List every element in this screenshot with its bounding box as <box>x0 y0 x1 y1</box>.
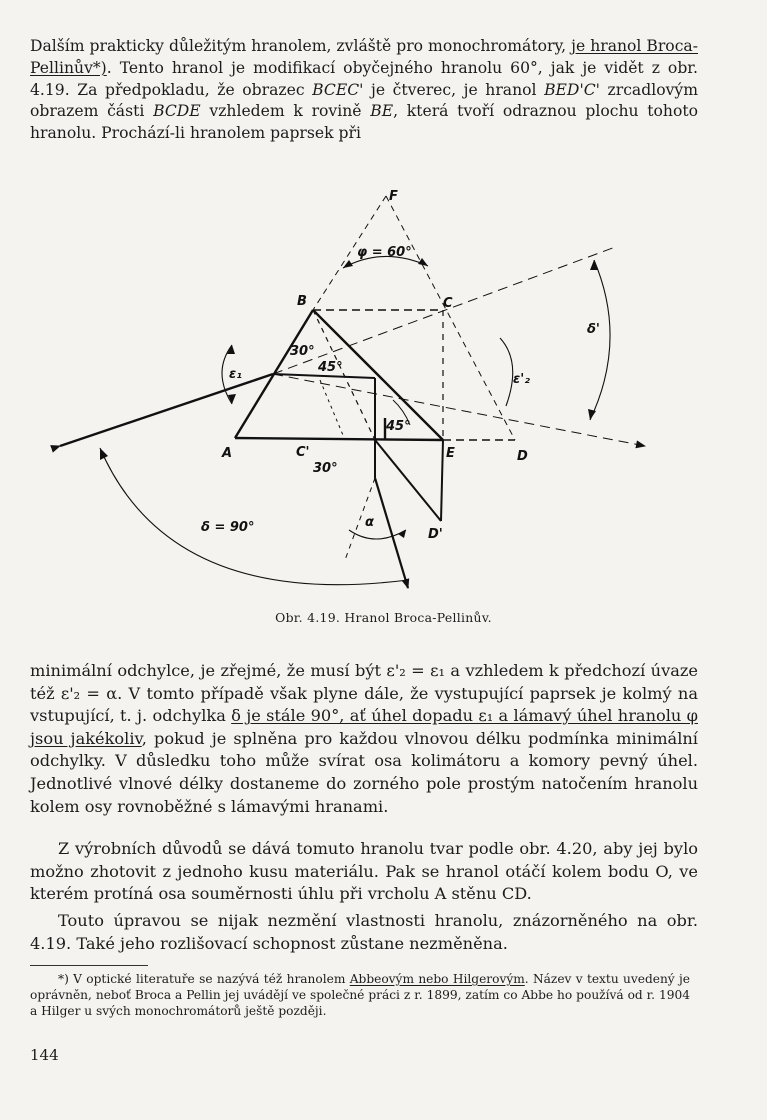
label-delta-prime: δ' <box>587 322 600 337</box>
page-number: 144 <box>30 1046 59 1064</box>
label-phi: φ = 60° <box>357 245 412 260</box>
label-Dprime: D' <box>428 527 443 542</box>
prism-figure <box>0 180 767 605</box>
prism-face-BE <box>313 310 443 440</box>
underlined-statement: δ je stále 90°, ať úhel dopadu ε₁ a lámavý úhel hranolu φ jsou jakékoliv <box>30 706 698 748</box>
underlined-prism-name: je hranol Broca-Pellinův*) <box>30 37 698 77</box>
paragraph-2: minimální odchylce, je zřejmé, že musí být ε'₂ = ε₁ a vzhledem k předchozí úvaze též ε'₂ = α. V tomto případě však plyne dále, že vystupující paprsek je kolmý na vstupující, t. j. odchylka δ je stále 90°, ať úhel dopadu ε₁ a lámavý úhel hranolu φ jsou jakékoliv, pokud je splněna pro každou vlnovou délku podmínka minimální odchylky. V důsledku toho může svírat osa kolimátoru a komory pevný úhel. Jednotlivé vlnové délky dostaneme do zorného pole prostým natočením hranolu kolem osy rovnoběžné s lámavými hranami. <box>30 661 698 816</box>
angle-30-top: 30° <box>290 344 315 359</box>
label-F: F <box>389 189 398 204</box>
label-alpha: α <box>365 515 374 530</box>
prism-face-AE <box>235 438 443 440</box>
label-C: C <box>443 296 453 311</box>
paragraph-3: Z výrobních důvodů se dává tomuto hranolu tvar podle obr. 4.20, aby jej bylo možno zhotovit z jednoho kusu materiálu. Pak se hranol otáčí kolem bodu O, ve kterém protíná osa souměrnosti úhlu při vrcholu A stěnu CD. <box>30 839 698 904</box>
label-eps1: ε₁ <box>229 367 242 382</box>
figure-caption: Obr. 4.19. Hranol Broca-Pellinův. <box>275 610 492 625</box>
underlined-names: Abbeovým nebo Hilgerovým <box>349 972 525 986</box>
angle-45-top: 45° <box>318 360 343 375</box>
angle-45-right: 45° <box>386 419 411 434</box>
paragraph-4: Touto úpravou se nijak nezmění vlastnosti hranolu, znázorněného na obr. 4.19. Také jeho rozlišovací schopnost zůstane nezměněna. <box>30 911 698 953</box>
paragraph-1: Dalším prakticky důležitým hranolem, zvláště pro monochromátory, je hranol Broca-Pellinův*). Tento hranol je modifikací obyčejného hranolu 60°, jak je vidět z obr. 4.19. Za předpokladu, že obrazec BCEC' je čtverec, je hranol BED'C' zrcadlovým obrazem části BCDE vzhledem k rovině BE, která tvoří odraznou plochu tohoto hranolu. Prochází-li hranolem paprsek při <box>30 37 698 143</box>
footnote: *) V optické literatuře se nazývá též hranolem Abbeovým nebo Hilgerovým. Název v textu uvedený je oprávněn, neboť Broca a Pellin jej uvádějí ve společné práci z r. 1899, zatím co Abbe ho používá od r. 1904 a Hilger u svých monochromátorů ještě později. <box>30 972 691 1018</box>
label-delta: δ = 90° <box>201 520 255 535</box>
label-A: A <box>222 446 233 461</box>
label-D: D <box>517 449 528 464</box>
label-eps2: ε'₂ <box>513 372 530 387</box>
angle-30-bottom: 30° <box>313 461 338 476</box>
prism-face-EDp <box>441 440 443 521</box>
label-B: B <box>297 294 307 309</box>
label-E: E <box>446 446 455 461</box>
footnote-divider <box>30 965 148 966</box>
label-Cprime: C' <box>296 445 310 460</box>
